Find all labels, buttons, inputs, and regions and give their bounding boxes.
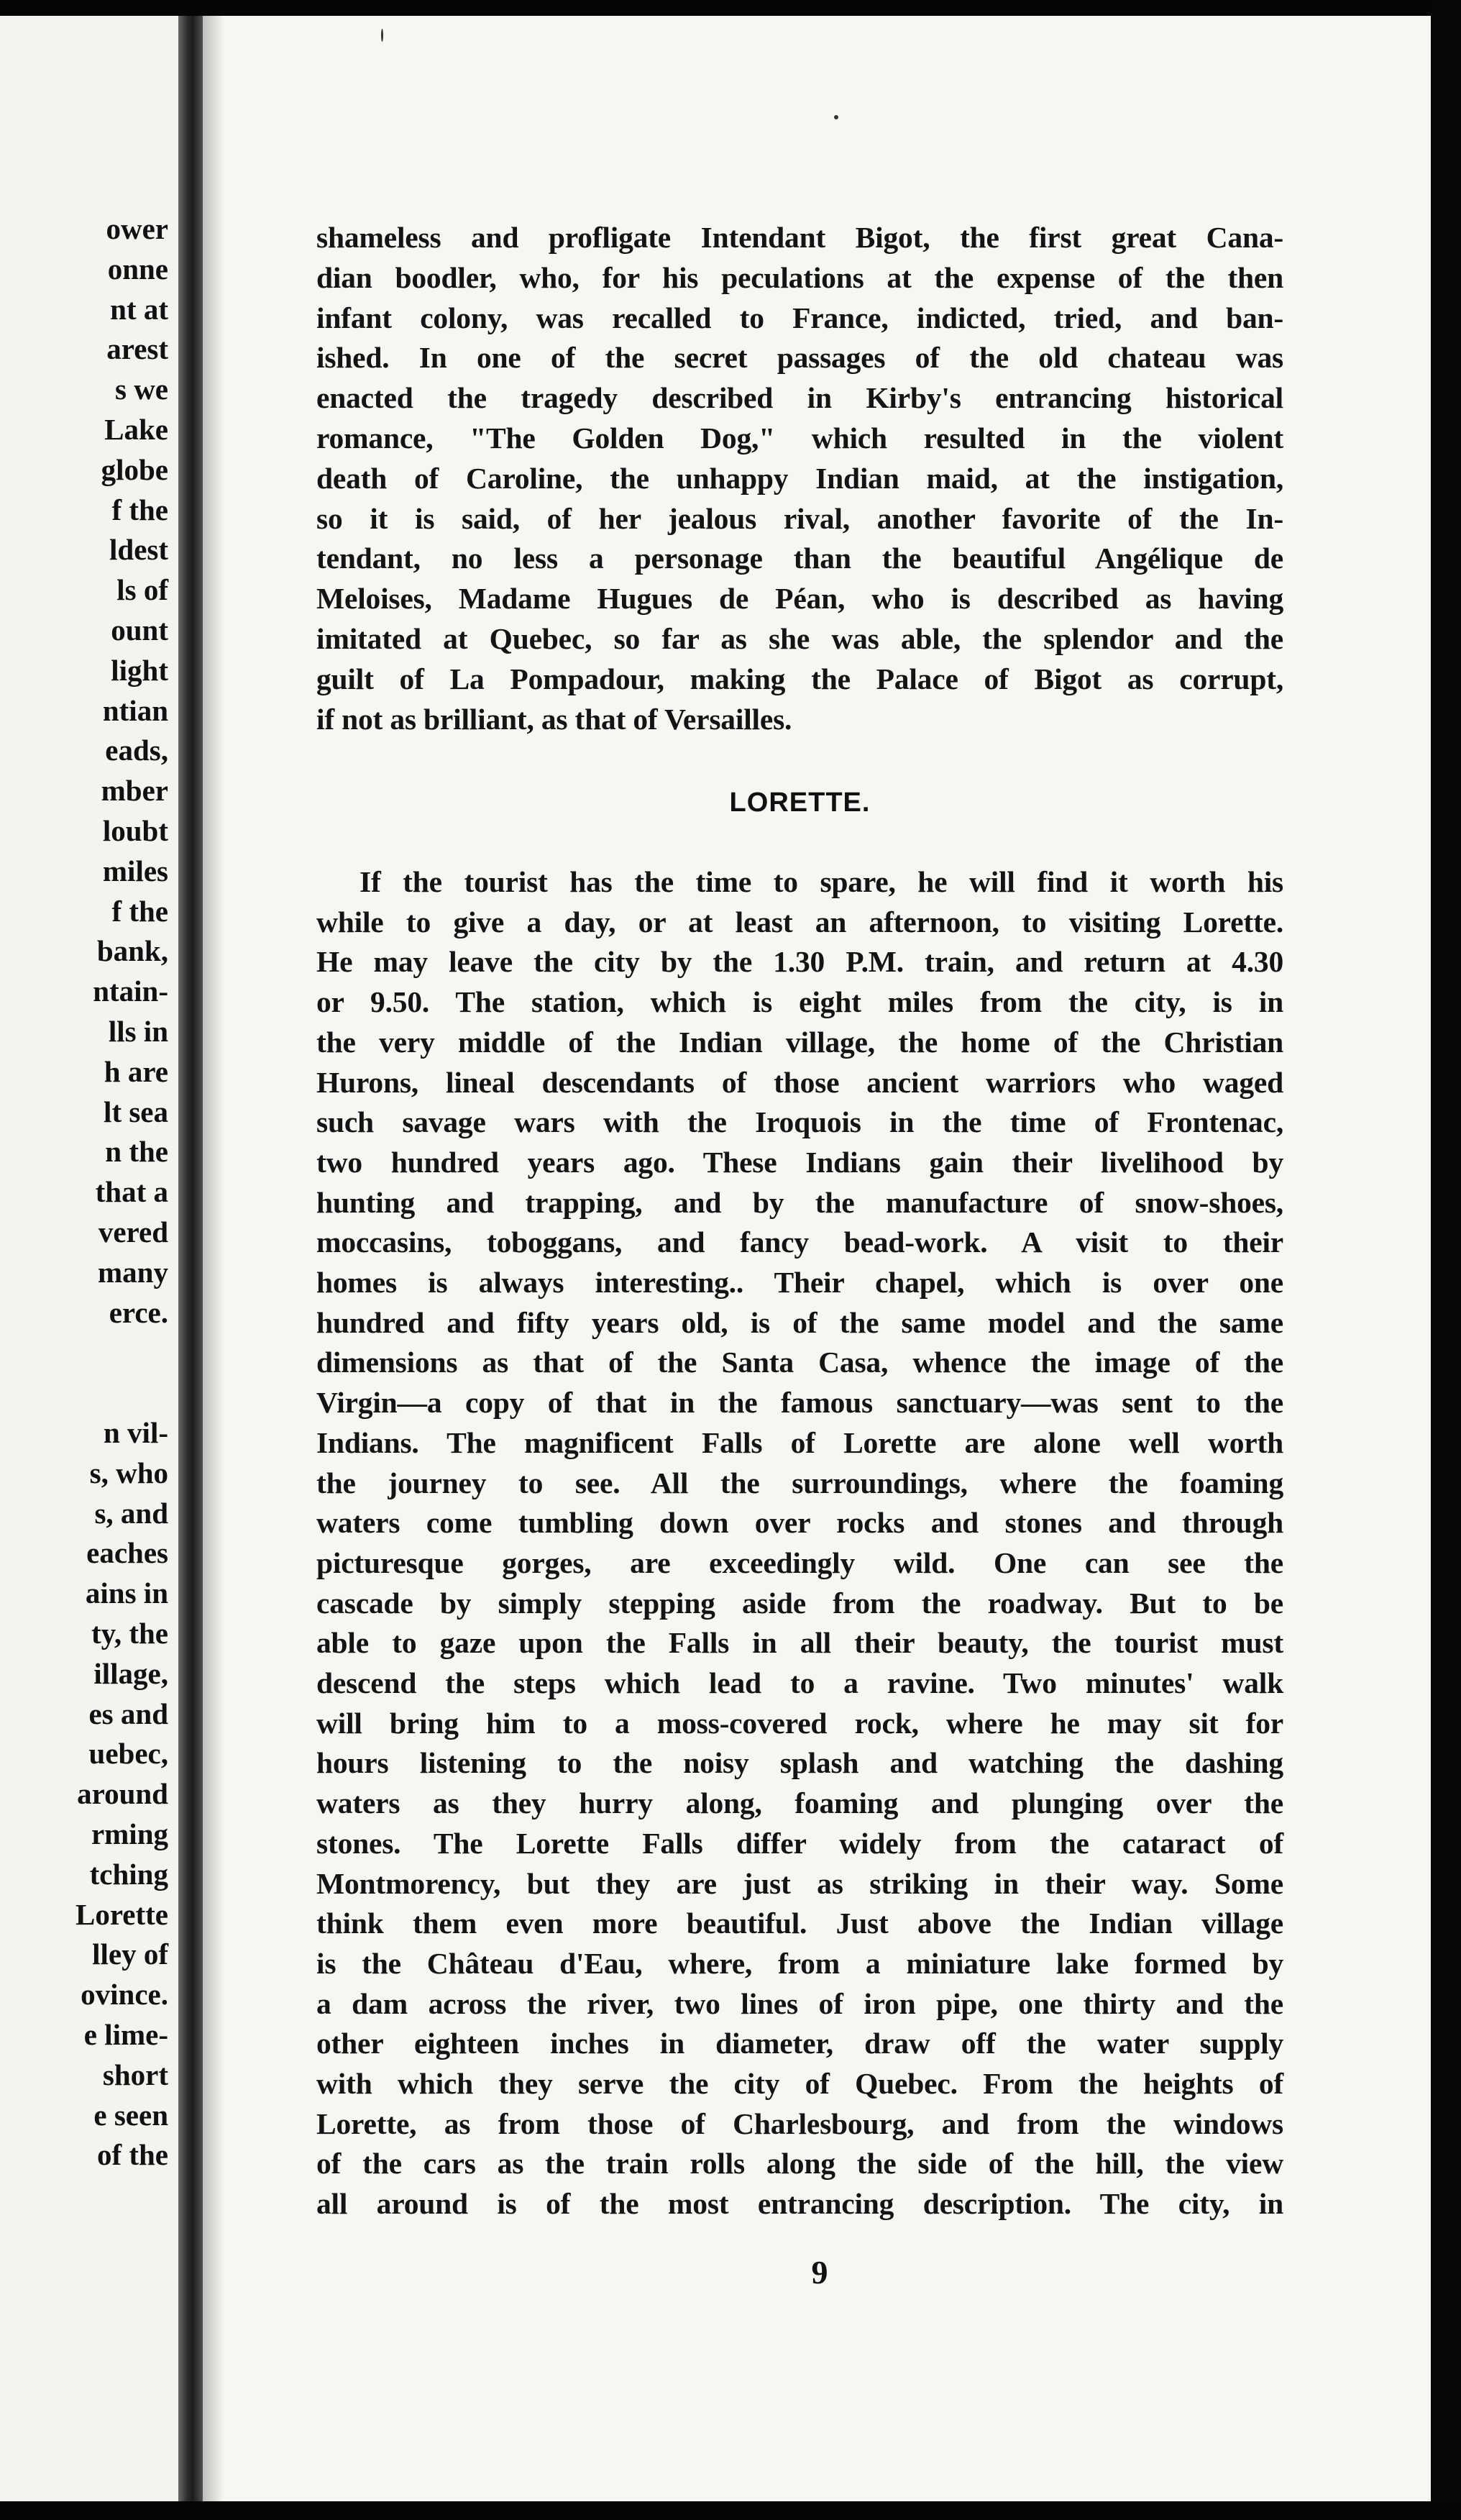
left-fragment-line: e lime- [83,2018,168,2051]
text-line: think them even more beautiful. Just above the Indian village [316,1907,1283,1940]
left-fragment-line: f the [111,493,168,526]
left-fragment-line: light [111,653,168,687]
left-fragment-line: ovince. [81,1978,168,2012]
left-fragment-line: ower [106,212,168,245]
text-line: imitated at Quebec, so far as she was able, the splendor and the [316,622,1283,655]
text-line: if not as brilliant, as that of Versailles. [316,702,792,736]
left-fragment-line: illage, [93,1656,168,1690]
left-fragment-line: ntian [102,693,168,727]
text-line: with which they serve the city of Quebec. From the heights of [316,2067,1283,2100]
text-line: waters as they hurry along, foaming and plunging over the [316,1786,1283,1820]
text-line: the very middle of the Indian village, the home of the Christian [316,1025,1283,1059]
scan-border-top [0,0,1461,16]
text-line: able to gaze upon the Falls in all their beauty, the tourist must [316,1626,1283,1660]
text-line: enacted the tragedy described in Kirby's entrancing historical [316,381,1283,415]
section-heading-lorette: LORETTE. [729,788,871,818]
text-line: all around is of the most entrancing description. The city, in [316,2187,1283,2221]
left-fragment-line: rming [91,1817,168,1850]
left-fragment-line: mber [101,774,168,808]
text-line: descend the steps which lead to a ravine. Two minutes' walk [316,1666,1283,1699]
text-line: hunting and trapping, and by the manufacture of snow-shoes, [316,1185,1283,1219]
text-line: He may leave the city by the 1.30 P.M. train, and return at 4.30 [316,945,1283,979]
text-line: picturesque gorges, are exceedingly wild. One can see the [316,1546,1283,1579]
text-line: tendant, no less a personage than the beautiful Angélique de [316,542,1283,575]
left-fragment-line: onne [107,252,168,286]
text-line: hundred and fifty years old, is of the same model and the same [316,1305,1283,1339]
text-line: death of Caroline, the unhappy Indian maid, at the instigation, [316,461,1283,495]
left-fragment-line: lls in [108,1015,168,1048]
left-fragment-line: short [102,2058,168,2091]
left-fragment-line: loubt [102,814,168,847]
text-line: Indians. The magnificent Falls of Lorette are alone well worth [316,1425,1283,1459]
text-line: the journey to see. All the surroundings, where the foaming [316,1466,1283,1499]
book-gutter-shadow [178,16,203,2501]
left-fragment-line: of the [96,2138,168,2172]
left-fragment-line: ty, the [91,1617,168,1650]
text-line: romance, "The Golden Dog," which resulted in the violent [316,421,1283,455]
left-fragment-line: eaches [86,1536,168,1570]
text-line: while to give a day, or at least an afternoon, to visiting Lorette. [316,905,1283,939]
text-line: Hurons, lineal descendants of those ancient warriors who waged [316,1065,1283,1099]
gutter-shade [203,16,224,2501]
left-fragment-line: s, who [89,1456,168,1489]
text-line: guilt of La Pompadour, making the Palace of Bigot as corrupt, [316,662,1283,695]
scan-speck [381,29,383,42]
left-fragment-line: h are [104,1054,168,1088]
left-page-fragment [0,16,178,2501]
text-line: so it is said, of her jealous rival, another favorite of the In- [316,501,1283,535]
left-fragment-line: tching [89,1857,168,1891]
text-line: homes is always interesting.. Their chapel, which is over one [316,1266,1283,1299]
left-fragment-line: ntain- [93,974,168,1008]
left-fragment-line: e seen [93,2098,168,2132]
text-line: If the tourist has the time to spare, he will find it worth his [359,865,1283,898]
text-line: infant colony, was recalled to France, indicted, tried, and ban- [316,301,1283,334]
scan-border-right [1431,0,1461,2520]
left-fragment-line: uebec, [88,1737,168,1771]
left-fragment-line: n vil- [104,1416,168,1449]
text-line: other eighteen inches in diameter, draw off the water supply [316,2027,1283,2060]
text-line: ished. In one of the secret passages of the old chateau was [316,341,1283,375]
left-fragment-line: globe [101,452,168,486]
text-line: two hundred years ago. These Indians gain their livelihood by [316,1145,1283,1179]
text-line: stones. The Lorette Falls differ widely from the cataract of [316,1826,1283,1860]
left-fragment-line: bank, [96,934,168,968]
left-fragment-line: es and [88,1697,168,1730]
text-line: or 9.50. The station, which is eight miles from the city, is in [316,985,1283,1019]
left-fragment-line: ldest [109,533,168,567]
left-fragment-line: around [77,1777,168,1811]
text-line: dimensions as that of the Santa Casa, whence the image of the [316,1346,1283,1379]
left-fragment-line: lley of [92,1937,168,1971]
text-line: is the Château d'Eau, where, from a miniature lake formed by [316,1946,1283,1980]
left-fragment-line: Lorette [75,1897,168,1931]
left-fragment-line: lt sea [104,1095,168,1128]
text-line: Virgin—a copy of that in the famous sanctuary—was sent to the [316,1386,1283,1420]
text-line: Meloises, Madame Hugues de Péan, who is described as having [316,582,1283,616]
left-fragment-line: arest [106,332,168,366]
left-fragment-line: s we [114,373,168,406]
left-fragment-line: ains in [85,1576,168,1610]
left-fragment-line: that a [95,1175,168,1209]
left-fragment-line: s, and [94,1496,168,1530]
text-line: Montmorency, but they are just as striking in their way. Some [316,1866,1283,1900]
page-number: 9 [811,2254,828,2291]
left-fragment-line: miles [102,854,168,887]
text-line: such savage wars with the Iroquois in the time of Frontenac, [316,1105,1283,1139]
text-line: hours listening to the noisy splash and watching the dashing [316,1746,1283,1780]
text-line: dian boodler, who, for his peculations at the expense of the then [316,260,1283,294]
left-fragment-line: erce. [109,1295,168,1329]
text-line: a dam across the river, two lines of iron pipe, one thirty and the [316,1986,1283,2020]
text-line: moccasins, toboggans, and fancy bead-work. A visit to their [316,1225,1283,1259]
text-line: waters come tumbling down over rocks and stones and through [316,1506,1283,1540]
left-fragment-line: many [98,1255,168,1289]
text-line: cascade by simply stepping aside from the roadway. But to be [316,1586,1283,1620]
left-fragment-line: Lake [104,413,168,446]
text-line: shameless and profligate Intendant Bigot, the first great Cana- [316,221,1283,254]
left-fragment-line: nt at [110,292,168,326]
left-fragment-line: vered [98,1215,168,1248]
left-fragment-line: f the [111,894,168,928]
text-line: will bring him to a moss-covered rock, where he may sit for [316,1706,1283,1740]
text-line: of the cars as the train rolls along the side of the hill, the view [316,2147,1283,2181]
text-line: Lorette, as from those of Charlesbourg, and from the windows [316,2106,1283,2140]
left-fragment-line: n the [105,1135,168,1169]
left-fragment-line: ls of [116,573,168,607]
left-fragment-line: eads, [105,734,168,767]
left-fragment-line: ount [111,613,168,647]
scan-border-bottom [0,2501,1461,2520]
scan-speck [834,115,838,119]
